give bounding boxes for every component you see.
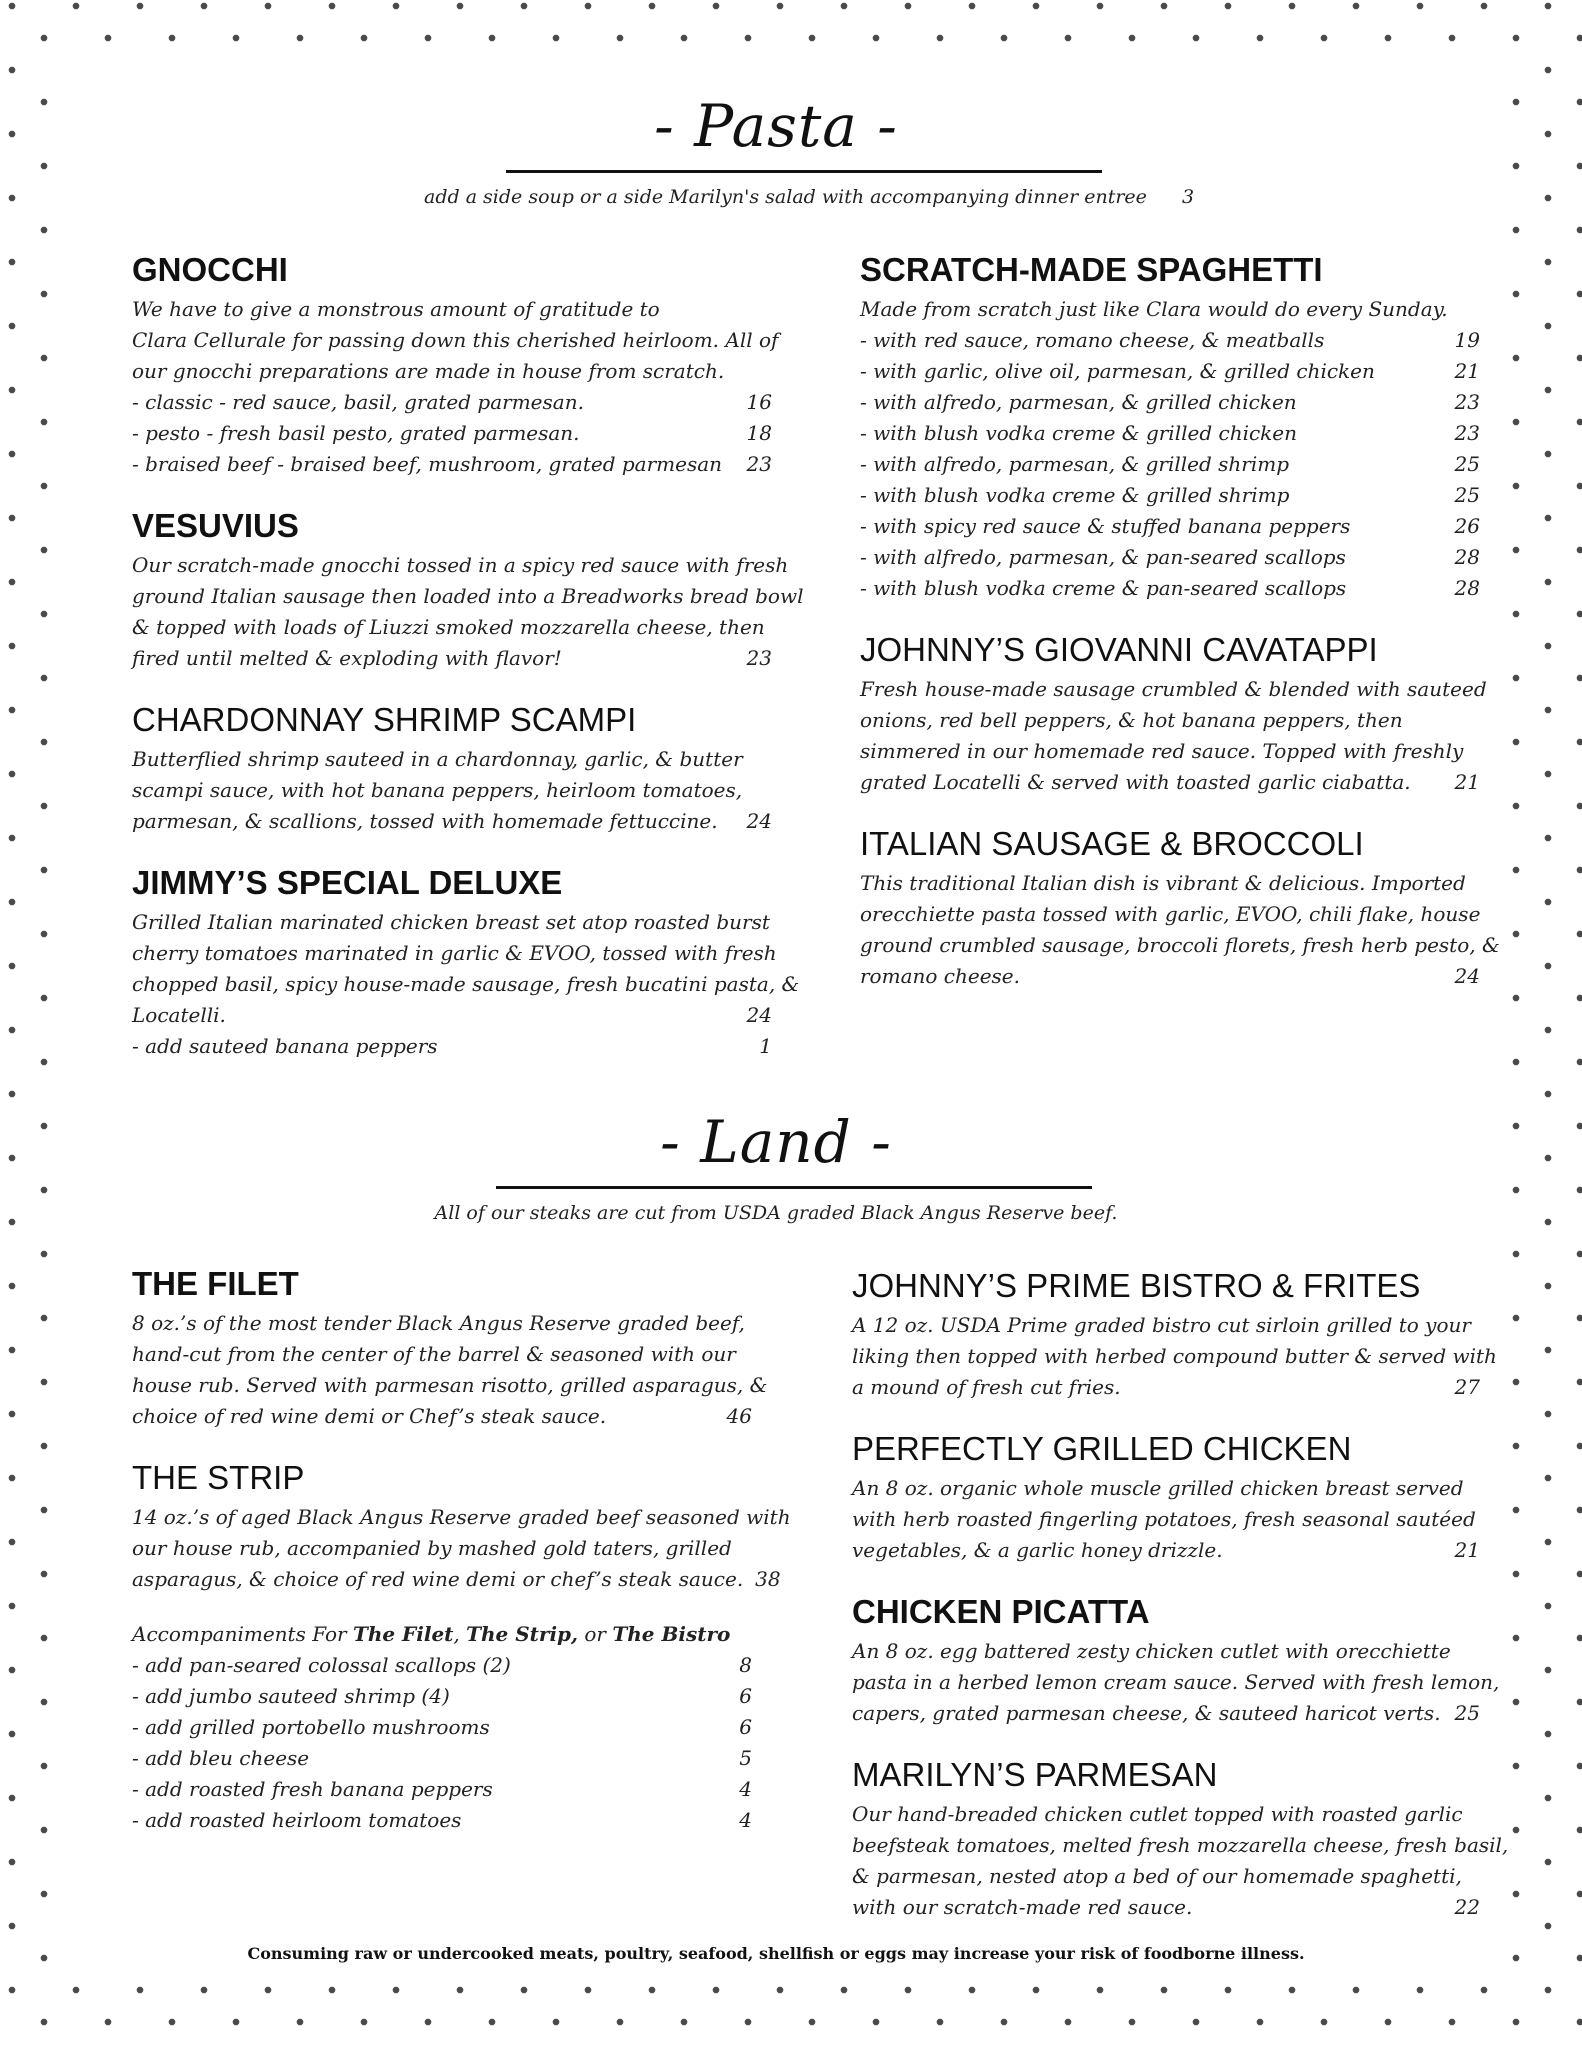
item-title: PERFECTLY GRILLED CHICKEN xyxy=(852,1430,1352,1467)
accompaniment-line: - add bleu cheese 5 xyxy=(132,1746,752,1770)
accompaniment-line: - add grilled portobello mushrooms 6 xyxy=(132,1715,752,1739)
menu-item-chardonnay-shrimp-scampi xyxy=(132,698,772,837)
item-line: asparagus, & choice of red wine demi or chef’s steak sauce. 38 xyxy=(132,1567,781,1591)
item-line: Our scratch-made gnocchi tossed in a spicy red sauce with fresh xyxy=(132,553,789,577)
item-line: - with blush vodka creme & grilled shrimp 25 xyxy=(860,483,1480,507)
item-line: - with red sauce, romano cheese, & meatballs 19 xyxy=(860,328,1480,352)
item-line: - add sauteed banana peppers 1 xyxy=(132,1034,772,1058)
item-line: orecchiette pasta tossed with garlic, EVOO, chili flake, house xyxy=(860,902,1481,926)
accompaniment-line: - add roasted fresh banana peppers 4 xyxy=(132,1777,752,1801)
menu-item-vesuvius xyxy=(132,504,804,674)
pasta-section-title: - Pasta - xyxy=(654,92,898,160)
item-line: Our hand-breaded chicken cutlet topped with roasted garlic xyxy=(852,1802,1463,1826)
item-line: Clara Cellurale for passing down this cherished heirloom. All of xyxy=(132,328,779,352)
menu-item-italian-sausage-broccoli xyxy=(860,822,1500,992)
item-line: ground Italian sausage then loaded into a Breadworks bread bowl xyxy=(132,584,804,608)
item-line: - with garlic, olive oil, parmesan, & grilled chicken 21 xyxy=(860,359,1480,383)
item-line: with our scratch-made red sauce. 22 xyxy=(852,1895,1480,1919)
item-line: Made from scratch just like Clara would do every Sunday. xyxy=(860,297,1448,321)
item-title: THE FILET xyxy=(132,1265,299,1302)
pasta-left-column xyxy=(132,248,804,1086)
menu-item-johnnys-prime-bistro xyxy=(852,1264,1497,1403)
item-line: A 12 oz. USDA Prime graded bistro cut sirloin grilled to your xyxy=(852,1313,1471,1337)
item-line: chopped basil, spicy house-made sausage, fresh bucatini pasta, & xyxy=(132,972,800,996)
item-line: vegetables, & a garlic honey drizzle. 21 xyxy=(852,1538,1480,1562)
item-line: An 8 oz. organic whole muscle grilled chicken breast served xyxy=(852,1476,1464,1500)
item-line: onions, red bell peppers, & hot banana peppers, then xyxy=(860,708,1403,732)
menu-item-scratch-made-spaghetti xyxy=(860,248,1480,604)
accompaniment-line: - add pan-seared colossal scallops (2) 8 xyxy=(132,1653,752,1677)
pasta-title-underline xyxy=(506,170,1102,173)
pasta-subtitle: add a side soup or a side Marilyn's salad with accompanying dinner entree xyxy=(424,186,1147,208)
land-left-column xyxy=(132,1262,791,1860)
item-line: - with blush vodka creme & grilled chicken 23 xyxy=(860,421,1480,445)
item-line: - with alfredo, parmesan, & grilled shrimp 25 xyxy=(860,452,1480,476)
item-line: Locatelli. 24 xyxy=(132,1003,772,1027)
item-line: & topped with loads of Liuzzi smoked mozzarella cheese, then xyxy=(132,615,765,639)
item-line: grated Locatelli & served with toasted garlic ciabatta. 21 xyxy=(860,770,1480,794)
item-line: cherry tomatoes marinated in garlic & EVOO, tossed with fresh xyxy=(132,941,777,965)
item-line: - pesto - fresh basil pesto, grated parmesan. 18 xyxy=(132,421,772,445)
item-line: - with spicy red sauce & stuffed banana peppers 26 xyxy=(860,514,1480,538)
item-line: beefsteak tomatoes, melted fresh mozzarella cheese, fresh basil, xyxy=(852,1833,1509,1857)
item-line: Butterflied shrimp sauteed in a chardonnay, garlic, & butter xyxy=(132,747,743,771)
land-right-column xyxy=(852,1264,1509,1947)
pasta-subtitle-price: 3 xyxy=(1182,186,1195,208)
menu-item-johnnys-giovanni-cavatappi xyxy=(860,628,1487,798)
item-title: VESUVIUS xyxy=(132,507,299,544)
menu-item-gnocchi xyxy=(132,248,779,480)
menu-item-the-filet xyxy=(132,1262,768,1432)
item-line: a mound of fresh cut fries. 27 xyxy=(852,1375,1480,1399)
item-line: - braised beef - braised beef, mushroom, grated parmesan 23 xyxy=(132,452,772,476)
menu-item-the-strip xyxy=(132,1456,791,1595)
item-title: CHICKEN PICATTA xyxy=(852,1593,1150,1630)
menu-item-perfectly-grilled-chicken xyxy=(852,1427,1480,1566)
item-title: THE STRIP xyxy=(132,1459,305,1496)
item-title: JOHNNY’S PRIME BISTRO & FRITES xyxy=(852,1267,1421,1304)
item-line: & parmesan, nested atop a bed of our homemade spaghetti, xyxy=(852,1864,1462,1888)
item-title: JIMMY’S SPECIAL DELUXE xyxy=(132,864,563,901)
item-line: pasta in a herbed lemon cream sauce. Served with fresh lemon, xyxy=(852,1670,1500,1694)
item-line: our house rub, accompanied by mashed gold taters, grilled xyxy=(132,1536,732,1560)
land-section-title: - Land - xyxy=(660,1108,892,1176)
item-line: liking then topped with herbed compound butter & served with xyxy=(852,1344,1497,1368)
item-line: - with alfredo, parmesan, & pan-seared scallops 28 xyxy=(860,545,1480,569)
item-title: GNOCCHI xyxy=(132,251,288,288)
item-line: - with blush vodka creme & pan-seared scallops 28 xyxy=(860,576,1480,600)
item-line: An 8 oz. egg battered zesty chicken cutlet with orecchiette xyxy=(852,1639,1451,1663)
land-subtitle: All of our steaks are cut from USDA graded Black Angus Reserve beef. xyxy=(434,1202,1118,1224)
accompaniments-block xyxy=(132,1619,752,1836)
item-line: fired until melted & exploding with flavor! 23 xyxy=(132,646,772,670)
item-line: - classic - red sauce, basil, grated parmesan. 16 xyxy=(132,390,772,414)
item-title: JOHNNY’S GIOVANNI CAVATAPPI xyxy=(860,631,1378,668)
item-line: simmered in our homemade red sauce. Topped with freshly xyxy=(860,739,1464,763)
item-line: parmesan, & scallions, tossed with homemade fettuccine. 24 xyxy=(132,809,772,833)
item-line: This traditional Italian dish is vibrant & delicious. Imported xyxy=(860,871,1466,895)
menu-panel xyxy=(64,58,1509,1976)
foodborne-illness-disclaimer: Consuming raw or undercooked meats, poultry, seafood, shellfish or eggs may increase your risk of foodborne illness. xyxy=(247,1944,1305,1963)
item-line: 8 oz.’s of the most tender Black Angus Reserve graded beef, xyxy=(132,1311,745,1335)
menu-item-marilyns-parmesan xyxy=(852,1753,1509,1923)
accompaniment-line: - add jumbo sauteed shrimp (4) 6 xyxy=(132,1684,752,1708)
pasta-right-column xyxy=(860,248,1500,1016)
item-line: scampi sauce, with hot banana peppers, heirloom tomatoes, xyxy=(132,778,743,802)
item-line: Fresh house-made sausage crumbled & blended with sauteed xyxy=(860,677,1487,701)
accompaniment-line: - add roasted heirloom tomatoes 4 xyxy=(132,1808,752,1832)
item-line: 14 oz.’s of aged Black Angus Reserve graded beef seasoned with xyxy=(132,1505,791,1529)
item-title: MARILYN’S PARMESAN xyxy=(852,1756,1218,1793)
menu-item-jimmys-special-deluxe xyxy=(132,861,800,1062)
item-line: house rub. Served with parmesan risotto, grilled asparagus, & xyxy=(132,1373,768,1397)
item-line: with herb roasted fingerling potatoes, fresh seasonal sautéed xyxy=(852,1507,1476,1531)
accompaniments-heading: Accompaniments For The Filet, The Strip, or The Bistro xyxy=(132,1622,731,1646)
item-line: - with alfredo, parmesan, & grilled chicken 23 xyxy=(860,390,1480,414)
item-line: romano cheese. 24 xyxy=(860,964,1480,988)
item-title: CHARDONNAY SHRIMP SCAMPI xyxy=(132,701,637,738)
item-title: ITALIAN SAUSAGE & BROCCOLI xyxy=(860,825,1364,862)
item-line: hand-cut from the center of the barrel & seasoned with our xyxy=(132,1342,736,1366)
item-line: We have to give a monstrous amount of gratitude to xyxy=(132,297,660,321)
item-line: choice of red wine demi or Chef’s steak sauce. 46 xyxy=(132,1404,752,1428)
menu-item-chicken-picatta xyxy=(852,1590,1500,1729)
item-line: ground crumbled sausage, broccoli florets, fresh herb pesto, & xyxy=(860,933,1500,957)
item-line: Grilled Italian marinated chicken breast set atop roasted burst xyxy=(132,910,770,934)
land-title-underline xyxy=(496,1186,1092,1189)
item-line: capers, grated parmesan cheese, & sauteed haricot verts. 25 xyxy=(852,1701,1480,1725)
item-line: our gnocchi preparations are made in house from scratch. xyxy=(132,359,725,383)
item-title: SCRATCH-MADE SPAGHETTI xyxy=(860,251,1323,288)
